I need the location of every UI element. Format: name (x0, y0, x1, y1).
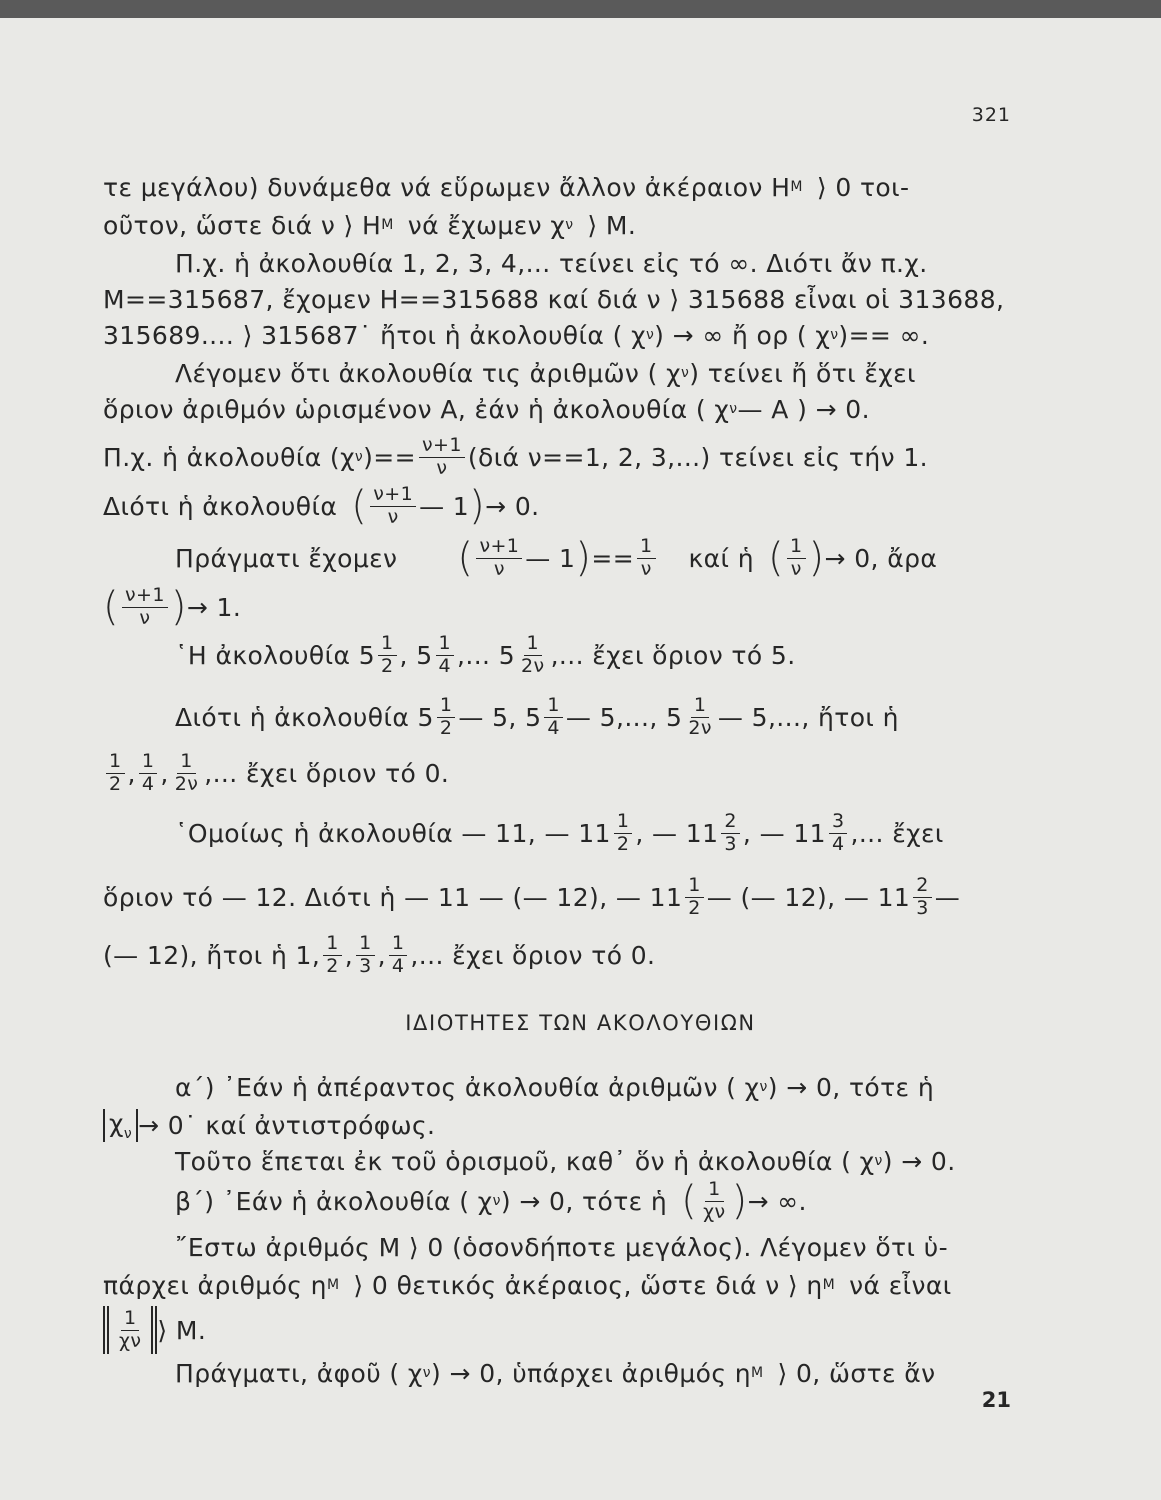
fraction: $\frac{1}{2}$ (685, 875, 704, 919)
text-line: Πράγματι ἔχομεν ( $\frac{\nu+1}{\nu}$ — 1 ) == $\frac{1}{\nu}$ καί ἡ ( $\frac{1}{\nu}$ ) → 0, ἄρα (175, 535, 938, 581)
fraction: $\frac{\nu+1}{\nu}$ (370, 484, 416, 528)
text-line: (— 12), ἤτοι ἡ 1, $\frac{1}{2}$ , $\frac{1}{3}$ , $\frac{1}{4}$ ,... ἔχει ὅριον τό 0. (103, 932, 656, 977)
fraction: $\frac{1}{2}$ (323, 933, 342, 977)
fraction: $\frac{3}{4}$ (829, 811, 848, 855)
fraction: $\frac{1}{4}$ (389, 933, 408, 977)
text-line: ( $\frac{\nu+1}{\nu}$ ) → 1. (103, 584, 242, 630)
text-line: Πράγματι, ἀφοῦ ( χ ν ) → 0, ὑπάρχει ἀριθμός η M ⟩ 0, ὥστε ἄν (175, 1358, 936, 1388)
book-page (0, 18, 1161, 1500)
fraction: $\frac{2}{3}$ (721, 811, 740, 855)
fraction: $\frac{1}{2\nu}$ (174, 750, 199, 795)
text-line: Λέγομεν ὅτι ἀκολουθία τις ἀριθμῶν ( χ ν ) τείνει ἤ ὅτι ἔχει (175, 358, 916, 388)
text-line: πάρχει ἀριθμός η M ⟩ 0 θετικός ἀκέραιος, ὥστε διά ν ⟩ η M νά εἶναι (103, 1270, 952, 1300)
text-line: α΄) ᾿Εάν ἡ ἀπέραντος ἀκολουθία ἀριθμῶν ( χ ν ) → 0, τότε ἡ (175, 1072, 935, 1102)
text-line: τε μεγάλου) δυνάμεθα νά εὕρωμεν ἄλλον ἀκέραιον Η M ⟩ 0 τοι- (103, 172, 910, 202)
fraction: $\frac{\nu+1}{\nu}$ (476, 536, 522, 580)
fraction: $\frac{1}{2\nu}$ (521, 632, 545, 677)
fraction: $\frac{1}{4}$ (139, 751, 158, 795)
text-line: Μ==315687, ἔχομεν Η==315688 καί διά ν ⟩ 315688 εἶναι οἱ 313688, (103, 284, 1005, 314)
text-line: 315689.... ⟩ 315687˙ ἤτοι ἡ ἀκολουθία ( χ ν ) → ∞ ἤ ορ ( χ ν )== ∞. (103, 320, 930, 350)
fraction: $\frac{1}{2}$ (378, 633, 397, 677)
fraction: $\frac{1}{4}$ (436, 633, 455, 677)
fraction: $\frac{1}{2}$ (614, 811, 633, 855)
absolute-value: $\chi_\nu$ (103, 1109, 138, 1142)
text-line: $\frac{1}{\chi\nu}$ ⟩ Μ. (0, 1302, 1161, 1358)
fraction: $\frac{\nu+1}{\nu}$ (419, 435, 465, 479)
text-line: ὅριον τό — 12. Διότι ἡ — 11 — (— 12), — 11 $\frac{1}{2}$ — (— 12), — 11 $\frac{2}{3}$ — (103, 874, 961, 919)
text-line: Διότι ἡ ἀκολουθία ( $\frac{\nu+1}{\nu}$ — 1 ) → 0. (103, 483, 540, 529)
text-line: β΄) ᾿Εάν ἡ ἀκολουθία ( χ ν ) → 0, τότε ἡ ( $\frac{1}{\chi\nu}$ ) → ∞. (175, 1178, 807, 1224)
text-line: ῾Η ἀκολουθία 5 $\frac{1}{2}$ , 5 $\frac{1}{4}$ ,... 5 $\frac{1}{2\nu}$ ,... ἔχει ὅριον τό 5. (175, 632, 796, 677)
text-line: Τοῦτο ἕπεται ἐκ τοῦ ὁρισμοῦ, καθ᾿ ὅν ἡ ἀκολουθία ( χ ν ) → 0. (175, 1146, 956, 1176)
fraction: $\frac{1}{2\nu}$ (688, 694, 712, 739)
fraction: $\frac{1}{3}$ (356, 933, 375, 977)
text-line: Π.χ. ἡ ἀκολουθία 1, 2, 3, 4,... τείνει εἰς τό ∞. Διότι ἄν π.χ. (175, 248, 928, 278)
absolute-value (103, 1306, 157, 1354)
text-line: οῦτον, ὥστε διά ν ⟩ Η M νά ἔχωμεν χ ν ⟩ Μ. (103, 210, 637, 240)
fraction: $\frac{1}{\chi\nu}$ (703, 1178, 726, 1223)
text-line: Π.χ. ἡ ἀκολουθία (χ ν )== $\frac{\nu+1}{\nu}$ (διά ν==1, 2, 3,...) τείνει εἰς τήν 1. (103, 434, 928, 479)
text-line: Διότι ἡ ἀκολουθία 5 $\frac{1}{2}$ — 5, 5 $\frac{1}{4}$ — 5,..., 5 $\frac{1}{2\nu}$ — 5,..., ἤτοι ἡ (175, 694, 899, 739)
fraction: $\frac{2}{3}$ (913, 875, 932, 919)
text-line: ῎Εστω ἀριθμός Μ ⟩ 0 (ὁσονδήποτε μεγάλος). Λέγομεν ὅτι ὑ- (175, 1232, 948, 1262)
fraction: $\frac{1}{\nu}$ (787, 536, 806, 580)
text-line: $\frac{1}{2}$ , $\frac{1}{4}$ , $\frac{1}{2\nu}$ ,... ἔχει ὅριον τό 0. (0, 746, 1161, 800)
fraction: $\frac{1}{2}$ (437, 695, 456, 739)
section-heading: ΙΔΙΟΤΗΤΕΣ ΤΩΝ ΑΚΟΛΟΥΘΙΩΝ (405, 1011, 756, 1035)
fraction: $\frac{1}{2}$ (106, 751, 125, 795)
page-number: 321 (971, 104, 1011, 126)
fraction: $\frac{1}{\nu}$ (637, 536, 656, 580)
fraction: $\frac{1}{\chi\nu}$ (119, 1307, 142, 1352)
fraction: $\frac{1}{4}$ (544, 695, 563, 739)
text-line: $\chi_\nu$ → 0˙ καί ἀντιστρόφως. (0, 1102, 1161, 1148)
text-line: ὅριον ἀριθμόν ὡρισμένον Α, ἐάν ἡ ἀκολουθία ( χ ν — Α ) → 0. (103, 394, 870, 424)
text-line: ῾Ομοίως ἡ ἀκολουθία — 11, — 11 $\frac{1}{2}$ , — 11 $\frac{2}{3}$ , — 11 $\frac{3}{4}$ ,... ἔχει (175, 810, 944, 855)
printer-signature: 21 (981, 1388, 1011, 1412)
fraction: $\frac{\nu+1}{\nu}$ (122, 585, 168, 629)
